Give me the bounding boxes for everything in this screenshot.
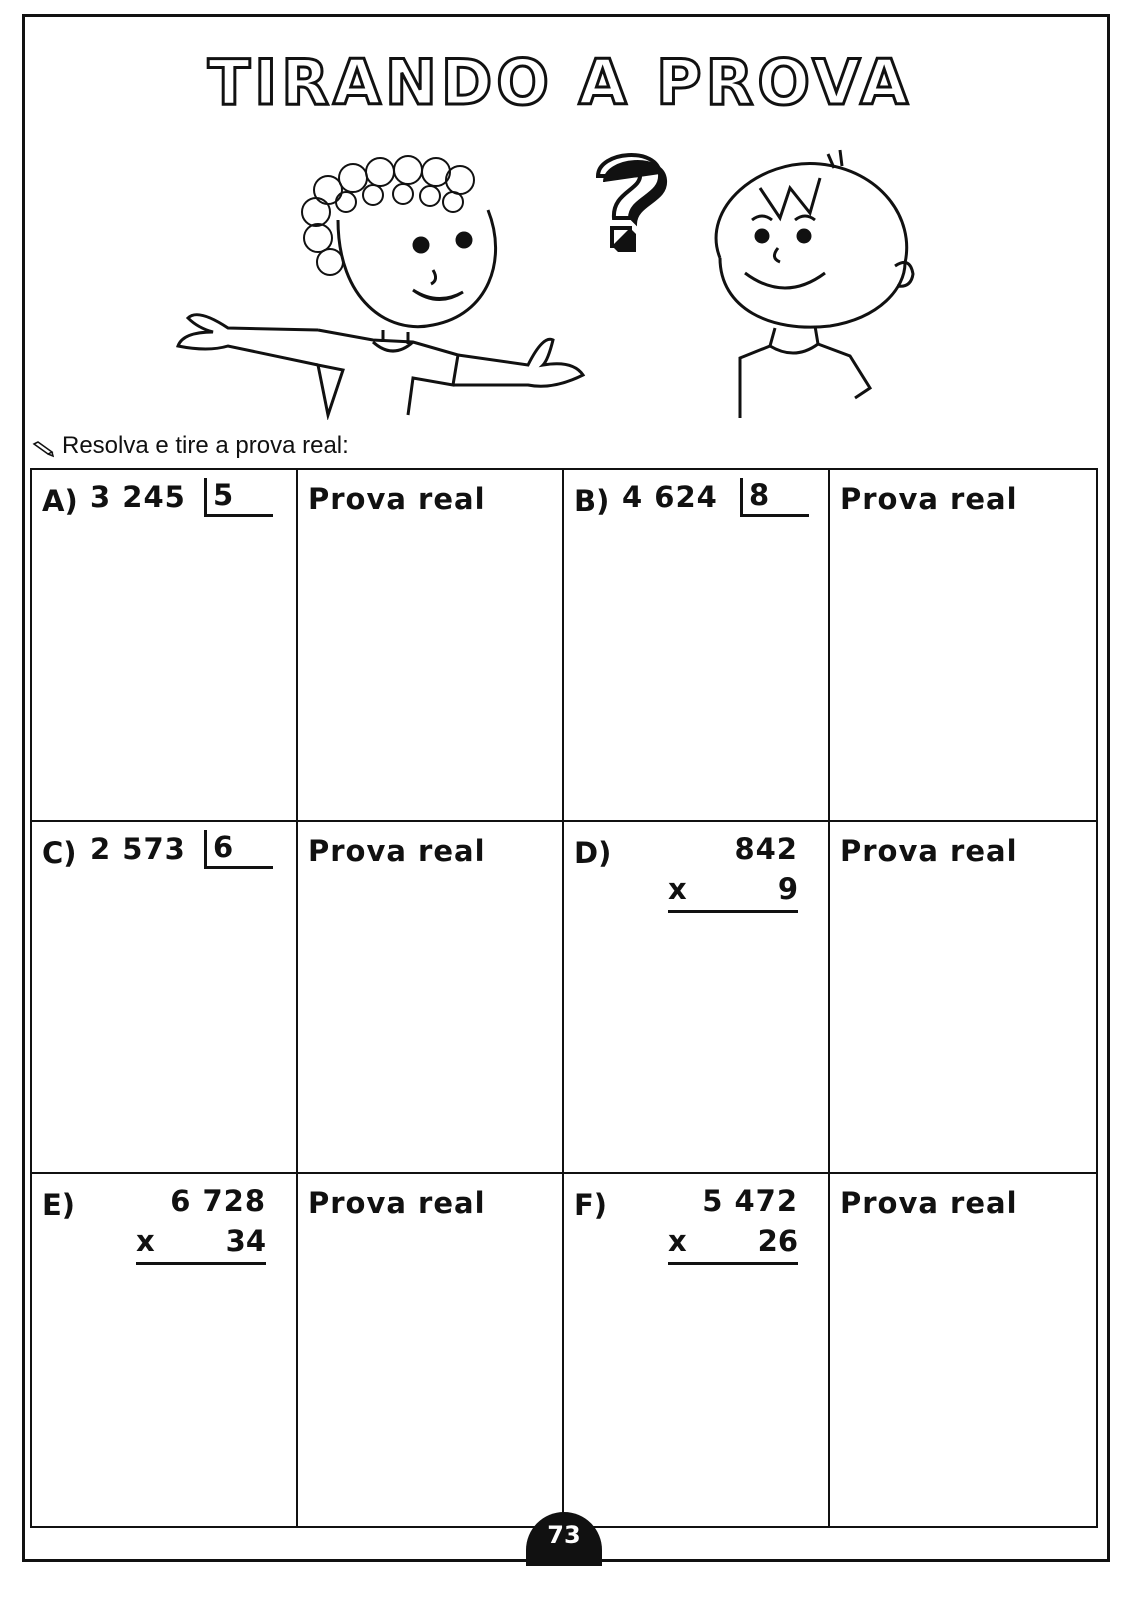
- proof-a-cell[interactable]: [298, 470, 564, 822]
- divisor: 5: [204, 478, 273, 517]
- multiplier: 26: [757, 1224, 798, 1258]
- proof-label: Prova real: [840, 482, 1018, 516]
- multiply-operator: x: [136, 1224, 155, 1258]
- problem-label: C): [42, 836, 77, 870]
- multiplier-row: [668, 1224, 798, 1265]
- page-title-text: TIRANDO A PROVA: [207, 46, 913, 118]
- dividend: 4 624: [622, 480, 718, 514]
- problem-d-cell[interactable]: [564, 822, 830, 1174]
- multiplicand: 5 472: [702, 1184, 798, 1218]
- problem-label: F): [574, 1188, 608, 1222]
- multiply-operator: x: [668, 872, 687, 906]
- proof-label: Prova real: [308, 1186, 486, 1220]
- multiplier-row: [136, 1224, 266, 1265]
- boy-illustration: [700, 148, 920, 420]
- problem-label: B): [574, 484, 610, 518]
- multiplicand: 842: [734, 832, 798, 866]
- problem-c-cell[interactable]: [32, 822, 298, 1174]
- instruction-text: Resolva e tire a prova real:: [62, 432, 349, 459]
- proof-f-cell[interactable]: [830, 1174, 1096, 1526]
- multiply-operator: x: [668, 1224, 687, 1258]
- proof-label: Prova real: [308, 834, 486, 868]
- proof-b-cell[interactable]: [830, 470, 1096, 822]
- page-title: [160, 46, 960, 118]
- multiplier-row: [668, 872, 798, 913]
- proof-label: Prova real: [840, 1186, 1018, 1220]
- dividend: 2 573: [90, 832, 186, 866]
- proof-c-cell[interactable]: [298, 822, 564, 1174]
- page-number: 73: [526, 1512, 602, 1566]
- child-arms-open-illustration: [168, 150, 598, 420]
- dividend: 3 245: [90, 480, 186, 514]
- proof-label: Prova real: [840, 834, 1018, 868]
- proof-e-cell[interactable]: [298, 1174, 564, 1526]
- multiplicand: 6 728: [170, 1184, 266, 1218]
- multiplier: 34: [225, 1224, 266, 1258]
- problem-a-cell[interactable]: [32, 470, 298, 822]
- problem-b-cell[interactable]: [564, 470, 830, 822]
- problem-label: E): [42, 1188, 76, 1222]
- exercise-grid: [30, 468, 1098, 1528]
- multiplier: 9: [777, 872, 798, 906]
- proof-d-cell[interactable]: [830, 822, 1096, 1174]
- instruction-line: [32, 432, 349, 460]
- problem-label: A): [42, 484, 78, 518]
- pencil-icon: [32, 437, 54, 455]
- proof-label: Prova real: [308, 482, 486, 516]
- divisor: 6: [204, 830, 273, 869]
- divisor: 8: [740, 478, 809, 517]
- problem-e-cell[interactable]: [32, 1174, 298, 1526]
- question-mark-icon: [578, 146, 674, 256]
- problem-label: D): [574, 836, 612, 870]
- problem-f-cell[interactable]: [564, 1174, 830, 1526]
